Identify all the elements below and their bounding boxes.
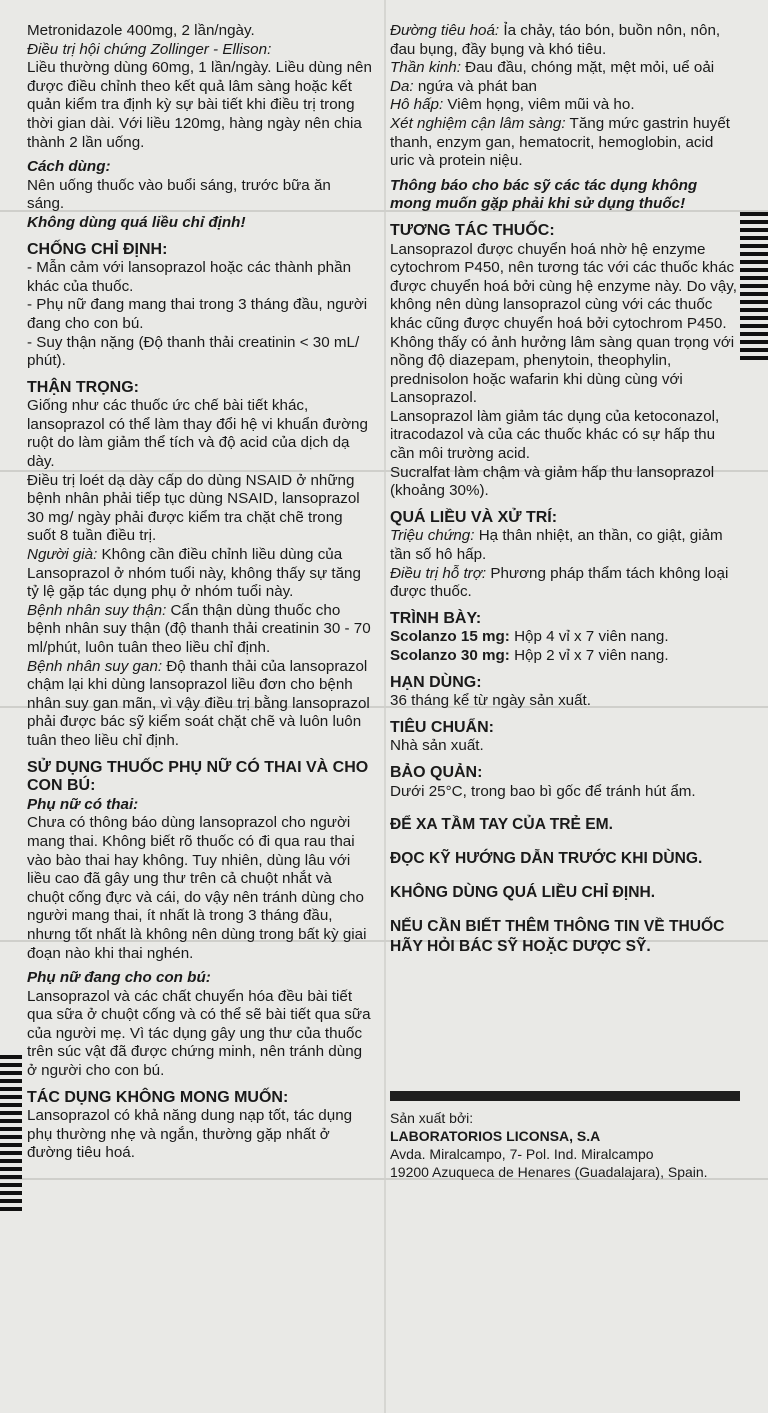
label: Da: (390, 77, 414, 95)
paragraph (27, 658, 372, 751)
paragraph: 36 tháng kể từ ngày sản xuất. (390, 692, 591, 710)
label: Triệu chứng: (390, 527, 475, 545)
warning-text: Thông báo cho bác sỹ các tác dụng không mong muốn gặp phải khi sử dụng thuốc! (390, 176, 698, 213)
warning-text: Không dùng quá liều chỉ định! (27, 213, 246, 231)
text: Hộp 4 vỉ x 7 viên nang. (509, 628, 669, 646)
manufacturer-address: Avda. Miralcampo, 7- Pol. Ind. Miralcampo (390, 1146, 654, 1163)
caution-text: NẾU CẦN BIẾT THÊM THÔNG TIN VỀ THUỐC HÃY HỎI BÁC SỸ HOẶC DƯỢC SỸ. (390, 918, 725, 956)
list-item: - Phụ nữ đang mang thai trong 3 tháng đầu, người đang cho con bú. (27, 296, 368, 332)
label: Scolanzo 15 mg: (390, 628, 510, 646)
paragraph (390, 59, 740, 78)
label: Người già: (27, 546, 98, 564)
paragraph: Lansoprazol làm giảm tác dụng của ketoconazol, itracodazol và của các thuốc khác có sự hấp thu cần môi trường acid. (390, 407, 720, 463)
list-item: - Mẫn cảm với lansoprazol hoặc các thành phần khác của thuốc. (27, 259, 352, 295)
subheading: Phụ nữ có thai: (27, 795, 139, 813)
print-marks-left (0, 1055, 22, 1215)
text: Hộp 2 vỉ x 7 viên nang. (509, 647, 669, 664)
paragraph: Nên uống thuốc vào buổi sáng, trước bữa ăn sáng. (27, 176, 331, 213)
label: Scolanzo 30 mg: (390, 647, 510, 664)
paragraph (390, 96, 740, 115)
paragraph: Giống như các thuốc ức chế bài tiết khác, lansoprazol có thể làm thay đổi hệ vi khuẩn đường ruột do làm giảm thể tích và độ acid của dịch dạ dày. (27, 397, 368, 471)
section-heading: TIÊU CHUẨN: (390, 718, 494, 736)
label: Thần kinh: (390, 59, 461, 77)
label: Hô hấp: (390, 96, 444, 114)
list-item: - Suy thận nặng (Độ thanh thải creatinin < 30 mL/ phút). (27, 333, 360, 370)
manufacturer-label: Sản xuất bởi: (390, 1110, 474, 1127)
text: ngứa và phát ban (413, 77, 537, 95)
paragraph: Liều thường dùng 60mg, 1 lần/ngày. Liều dùng nên được điều chỉnh theo kết quả lâm sàng hoặc kết quản kiểm tra định kỳ sự bài tiết khi điều trị trong thời gian dài. Với liều 120mg, hàng ngày nên chia thành 2 lần uống. (27, 59, 372, 151)
divider (390, 1091, 740, 1101)
section-heading: TÁC DỤNG KHÔNG MONG MUỐN: (27, 1088, 289, 1106)
label: Xét nghiệm cận lâm sàng: (390, 114, 566, 132)
label: Điều trị hỗ trợ: (390, 564, 487, 582)
text: Viêm họng, viêm mũi và ho. (443, 96, 635, 114)
manufacturer-address: 19200 Azuqueca de Henares (Guadalajara), Spain. (390, 1164, 708, 1181)
text: Phương pháp thẩm tách không loại được thuốc. (390, 564, 729, 601)
section-heading: SỬ DỤNG THUỐC PHỤ NỮ CÓ THAI VÀ CHO CON BÚ: (27, 758, 369, 795)
section-heading: TƯƠNG TÁC THUỐC: (390, 221, 555, 239)
paragraph (390, 78, 740, 97)
paragraph (390, 527, 740, 564)
text: Không cần điều chỉnh liều dùng của Lansoprazol ở nhóm tuổi này, không thấy sự tăng tỷ lệ gặp tác dụng phụ ở nhóm tuổi này. (27, 546, 361, 601)
subheading: Điều trị hội chứng Zollinger - Ellison: (27, 40, 272, 58)
subheading: Cách dùng: (27, 158, 111, 176)
left-column (27, 22, 372, 1163)
section-heading: QUÁ LIỀU VÀ XỬ TRÍ: (390, 508, 558, 526)
section-heading: BẢO QUẢN: (390, 763, 483, 781)
paragraph (390, 115, 740, 171)
print-marks-right (740, 212, 768, 364)
paragraph (390, 628, 740, 647)
text: Đau đầu, chóng mặt, mệt mỏi, uể oải (460, 59, 715, 77)
caution-block (390, 815, 740, 957)
paragraph: Điều trị loét dạ dày cấp do dùng NSAID ở những bệnh nhân phải tiếp tục dùng NSAID, lansoprazol 30 mg/ ngày phải được kiểm tra chặt chẽ trong suốt 8 tuần điều trị. (27, 471, 360, 545)
paragraph: Sucralfat làm chậm và giảm hấp thu lansoprazol (khoảng 30%). (390, 463, 715, 500)
section-heading: CHỐNG CHỈ ĐỊNH: (27, 240, 168, 258)
caution-text: ĐỌC KỸ HƯỚNG DẪN TRƯỚC KHI DÙNG. (390, 850, 703, 868)
text: Tăng mức gastrin huyết thanh, enzym gan, hematocrit, hemoglobin, acid uric và protein niệu. (390, 114, 730, 170)
caution-text: ĐỂ XA TẦM TAY CỦA TRẺ EM. (390, 816, 613, 834)
paragraph: Metronidazole 400mg, 2 lần/ngày. (27, 22, 255, 39)
text: Ỉa chảy, táo bón, buồn nôn, nôn, đau bụng, đầy bụng và khó tiêu. (390, 22, 721, 58)
text: Cẩn thận dùng thuốc cho bệnh nhân suy thận (độ thanh thải creatinin 30 - 70 ml/phút, luôn tuân theo liều chỉ định. (27, 601, 371, 656)
paragraph (27, 602, 372, 658)
section-heading: THẬN TRỌNG: (27, 378, 139, 396)
paragraph: Nhà sản xuất. (390, 737, 484, 755)
paragraph (390, 565, 740, 602)
text: Hạ thân nhiệt, an thần, co giật, giảm tần số hô hấp. (390, 527, 723, 564)
caution-text: KHÔNG DÙNG QUÁ LIỀU CHỈ ĐỊNH. (390, 884, 656, 902)
paragraph: Lansoprazol có khả năng dung nạp tốt, tác dụng phụ thường nhẹ và ngắn, thường gặp nhất ở đường tiêu hoá. (27, 1107, 353, 1162)
subheading: Phụ nữ đang cho con bú: (27, 969, 211, 987)
paragraph: Chưa có thông báo dùng lansoprazol cho người mang thai. Không biết rõ thuốc có đi qua rau thai vào bào thai hay không. Tuy nhiên, dùng lâu với liều cao đã gây ung thư trên cả chuột nhắt và chuột cống đực và cái, do vậy nên tránh dùng cho người mang thai, ít nhất là trong 3 tháng đầu, nhưng tốt nhất là không nên dùng trong bất kỳ giai đoạn nào khi thai nghén. (27, 814, 367, 962)
right-column (390, 22, 740, 1181)
section-heading: TRÌNH BÀY: (390, 609, 482, 627)
text: Độ thanh thải của lansoprazol chậm lại khi dùng lansoprazol liều đơn cho bệnh nhân suy gan mãn, vì vậy điều trị bằng lansoprazol phải được bác sỹ kiểm soát chặt chẽ và luôn luôn tuân theo liều chỉ định. (27, 657, 370, 749)
label: Đường tiêu hoá: (390, 22, 500, 39)
paragraph (390, 647, 740, 666)
paragraph: Lansoprazol và các chất chuyển hóa đều bài tiết qua sữa ở chuột cống và có thể sẽ bài tiết qua sữa của người mẹ. Vì tác dụng gây ung thư của thuốc trên súc vật đã được chứng minh, nên tránh dùng ở người cho con bú. (27, 987, 371, 1080)
paragraph (390, 22, 740, 59)
paragraph: Lansoprazol được chuyển hoá nhờ hệ enzyme cytochrom P450, nên tương tác với các thuốc khác được chuyển hoá bởi cùng hệ enzyme này. Do vậy, không nên dùng lansoprazol cùng với các thuốc khác cũng được chuyển hoá bởi cytochrom P450. Không thấy có ảnh hưởng lâm sàng quan trọng với nồng độ diazepam, phenytoin, theophylin, prednisolon hoặc wafarin khi dùng cùng với Lansoprazol. (390, 240, 737, 407)
section-heading: HẠN DÙNG: (390, 673, 482, 691)
paragraph: Dưới 25°C, trong bao bì gốc để tránh hút ẩm. (390, 782, 696, 800)
label: Bệnh nhân suy thận: (27, 601, 167, 619)
label: Bệnh nhân suy gan: (27, 657, 163, 675)
paragraph (27, 546, 372, 602)
spacer (390, 957, 740, 1087)
manufacturer-name: LABORATORIOS LICONSA, S.A (390, 1128, 601, 1145)
